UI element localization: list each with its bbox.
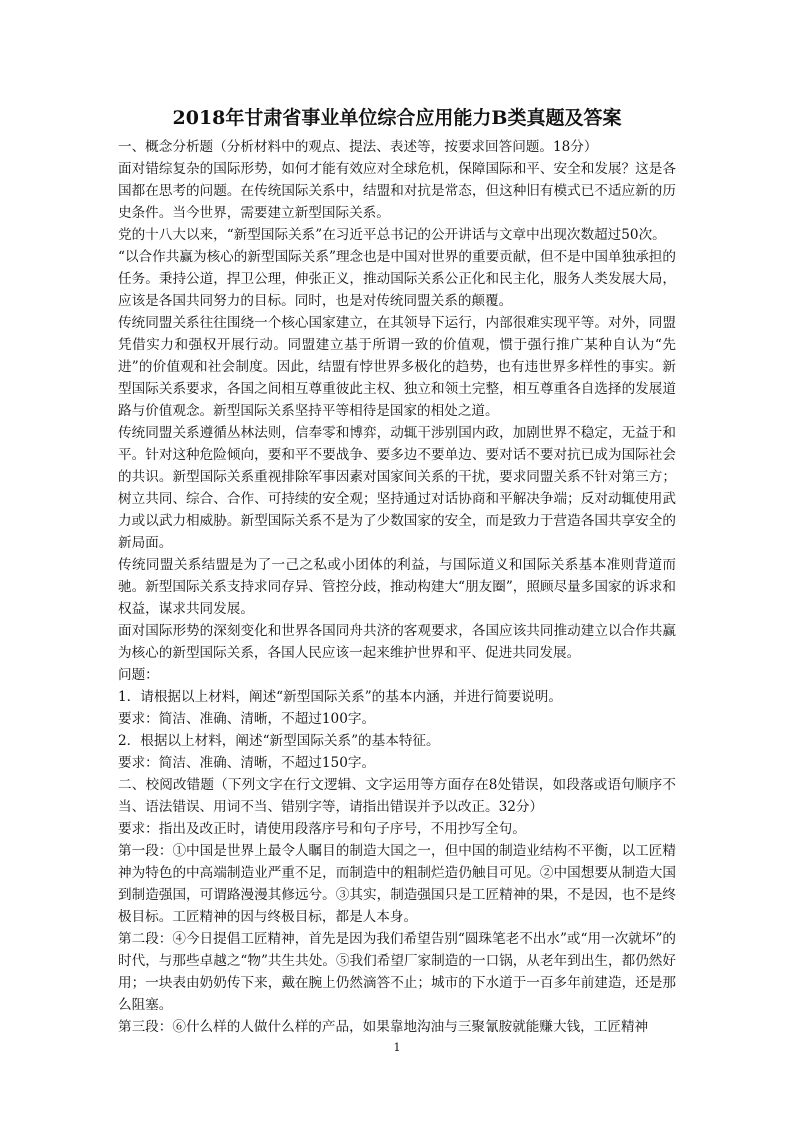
paragraph: 党的十八大以来，“新型国际关系”在习近平总书记的公开讲话与文章中出现次数超过50次。: [118, 227, 666, 243]
requirement-text: 要求：指出及改正时，请使用段落序号和句子序号，不用抄写全句。: [118, 821, 526, 837]
question-item: 1．请根据以上材料，阐述“新型国际关系”的基本内涵，并进行简要说明。: [118, 689, 562, 705]
section-heading: 一、概念分析题（分析材料中的观点、提法、表述等，按要求回答问题。18分）: [118, 139, 598, 155]
page-number: 1: [393, 1041, 401, 1054]
paragraph: 第二段：④今日提倡工匠精神，首先是因为我们希望告别“圆珠笔老不出水”或“用一次就坏”的时代，与那些卓越之“物”共生共处。⑤我们希望厂家制造的一口锅，从老年到出生，都仍然好用；一块表由奶奶传下来，戴在腕上仍然滴答不止；城市的下水道于一百多年前建造，还是那么阻塞。: [118, 931, 676, 1013]
paragraph: “以合作共赢为核心的新型国际关系”理念也是中国对世界的重要贡献，但不是中国单独承担的任务。秉持公道，捍卫公理，伸张正义，推动国际关系公正化和民主化，服务人类发展大局，应该是各国共同努力的目标。同时，也是对传统同盟关系的颠覆。: [118, 249, 676, 309]
requirement-text: 要求：简洁、准确、清晰，不超过150字。: [118, 755, 376, 771]
question-label: 问题：: [118, 667, 159, 683]
section-heading: 二、校阅改错题（下列文字在行文逻辑、文字运用等方面存在8处错误，如段落或语句顺序不当、语法错误、用词不当、错别字等，请指出错误并予以改正。32分）: [118, 777, 676, 815]
document-body: [118, 136, 676, 1038]
paragraph: 面对错综复杂的国际形势，如何才能有效应对全球危机，保障国际和平、安全和发展？这是各国都在思考的问题。在传统国际关系中，结盟和对抗是常态，但这种旧有模式已不适应新的历史条件。当今世界，需要建立新型国际关系。: [118, 161, 676, 221]
paragraph: 传统同盟关系往往围绕一个核心国家建立，在其领导下运行，内部很难实现平等。对外，同盟凭借实力和强权开展行动。同盟建立基于所谓一致的价值观，惯于强行推广某种自认为“先进”的价值观和社会制度。因此，结盟有悖世界多极化的趋势，也有违世界多样性的事实。新型国际关系要求，各国之间相互尊重彼此主权、独立和领土完整，相互尊重各自选择的发展道路与价值观念。新型国际关系坚持平等相待是国家的相处之道。: [118, 315, 676, 419]
paragraph: 传统同盟关系遵循丛林法则，信奉零和博弈，动辄干涉别国内政，加剧世界不稳定，无益于和平。针对这种危险倾向，要和平不要战争、要多边不要单边、要对话不要对抗已成为国际社会的共识。新型国际关系重视排除军事因素对国家间关系的干扰，要求同盟关系不针对第三方；树立共同、综合、合作、可持续的安全观；坚持通过对话协商和平解决争端；反对动辄使用武力或以武力相威胁。新型国际关系不是为了少数国家的安全，而是致力于营造各国共享安全的新局面。: [118, 425, 676, 551]
document-title: 2018年甘肃省事业单位综合应用能力B类真题及答案: [172, 107, 622, 129]
paragraph: 第一段：①中国是世界上最令人瞩目的制造大国之一，但中国的制造业结构不平衡，以工匠精神为特色的中高端制造业严重不足，而制造中的粗制烂造仍触目可见。②中国想要从制造大国到制造强国，可谓路漫漫其修远兮。③其实，制造强国只是工匠精神的果，不是因，也不是终极目标。工匠精神的因与终极目标，都是人本身。: [118, 843, 676, 925]
paragraph: 第三段：⑥什么样的人做什么样的产品，如果靠地沟油与三聚氰胺就能赚大钱，工匠精神: [118, 1019, 649, 1035]
question-item: 2．根据以上材料，阐述“新型国际关系”的基本特征。: [118, 733, 440, 749]
paragraph: 传统同盟关系结盟是为了一己之私或小团体的利益，与国际道义和国际关系基本准则背道而驰。新型国际关系支持求同存异、管控分歧，推动构建大“朋友圈”，照顾尽量多国家的诉求和权益，谋求共同发展。: [118, 557, 676, 617]
paragraph: 面对国际形势的深刻变化和世界各国同舟共济的客观要求，各国应该共同推动建立以合作共赢为核心的新型国际关系，各国人民应该一起来维护世界和平、促进共同发展。: [118, 623, 676, 661]
requirement-text: 要求：简洁、准确、清晰，不超过100字。: [118, 711, 376, 727]
